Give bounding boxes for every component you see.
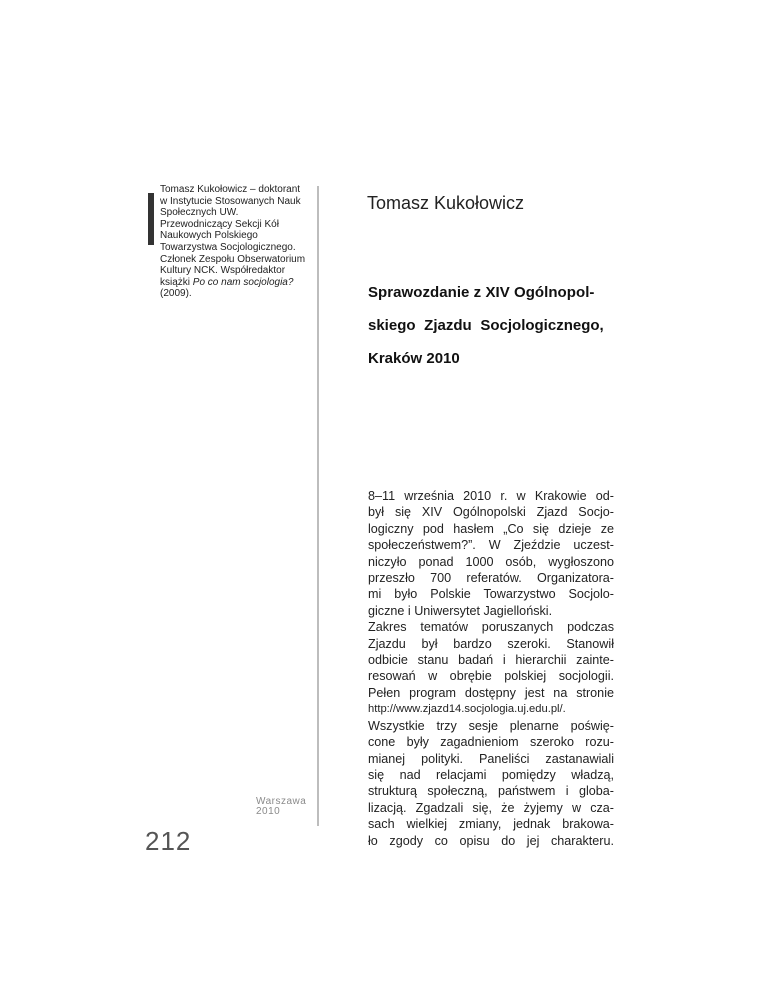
author-bio-text [160, 184, 310, 300]
margin-marker-bar [148, 193, 154, 245]
body-line: ło zgody co opisu do jej charakteru. [368, 833, 614, 848]
body-line: cone były zagadnieniom szeroko rozu- [368, 735, 614, 750]
body-line: mi było Polskie Towarzystwo Socjolo- [368, 587, 614, 602]
column-divider [317, 186, 319, 826]
article-author: Tomasz Kukołowicz [367, 193, 525, 213]
body-line: resowań w obrębie polskiej socjologii. [368, 669, 614, 684]
author-bio-description: – doktorant w Instytucie Stosowanych Nauk Społecznych UW. Przewodniczący Sekcji Kół Naukowych Polskiego Towarzystwa Socjologicznego. Członek Zespołu Obserwatorium Kultury NCK. Współredaktor książki [160, 184, 306, 288]
body-line: giczne i Uniwersytet Jagielloński. [368, 603, 553, 618]
body-line: sach wielkiej zmiany, jednak brakowa- [368, 817, 614, 832]
body-line: Zjazdu był bardzo szeroki. Stanowił [368, 636, 614, 651]
publication-place [256, 797, 306, 817]
author-bio [160, 184, 310, 300]
body-line: niczyło ponad 1000 osób, wygłoszono [368, 554, 614, 569]
article-title-line: skiego Zjazdu Socjologicznego, [368, 317, 604, 334]
article-title-line: Kraków 2010 [368, 350, 460, 367]
body-line: logiczny pod hasłem „Co się dzieje ze [368, 521, 614, 536]
publication-city: Warszawa [256, 796, 307, 807]
body-line: strukturą społeczną, państwem i globa- [368, 784, 614, 799]
author-bio-name: Tomasz Kukołowicz [160, 184, 248, 195]
body-line: 8–11 września 2010 r. w Krakowie od- [368, 489, 614, 503]
publication-year: 2010 [256, 806, 281, 817]
article-title [368, 276, 608, 375]
body-line: się nad relacjami pomiędzy władzą, [368, 767, 614, 782]
author-bio-year: (2009). [160, 288, 192, 300]
body-line: Pełen program dostępny jest na stronie [368, 685, 614, 700]
body-line: społeczeństwem?”. W Zjeździe uczest- [368, 538, 614, 553]
body-line-url: http://www.zjazd14.socjologia.uj.edu.pl/. [368, 703, 566, 716]
page-number: 212 [145, 826, 192, 856]
body-line: mianej polityki. Paneliści zastanawiali [368, 751, 614, 766]
body-line: przeszło 700 referatów. Organizatora- [368, 571, 614, 586]
article-title-line: Sprawozdanie z XIV Ogólnopol- [368, 284, 595, 301]
body-line: lizacją. Zgadzali się, że żyjemy w cza- [368, 800, 614, 815]
body-line: Wszystkie trzy sesje plenarne poświę- [368, 718, 614, 733]
body-line: odbicie stanu badań i hierarchii zainte- [368, 653, 614, 668]
body-line: Zakres tematów poruszanych podczas [368, 620, 614, 635]
author-bio-book-title: Po co nam socjologia? [192, 276, 294, 288]
article-body [368, 488, 614, 849]
body-line: był się XIV Ogólnopolski Zjazd Socjo- [368, 505, 614, 520]
